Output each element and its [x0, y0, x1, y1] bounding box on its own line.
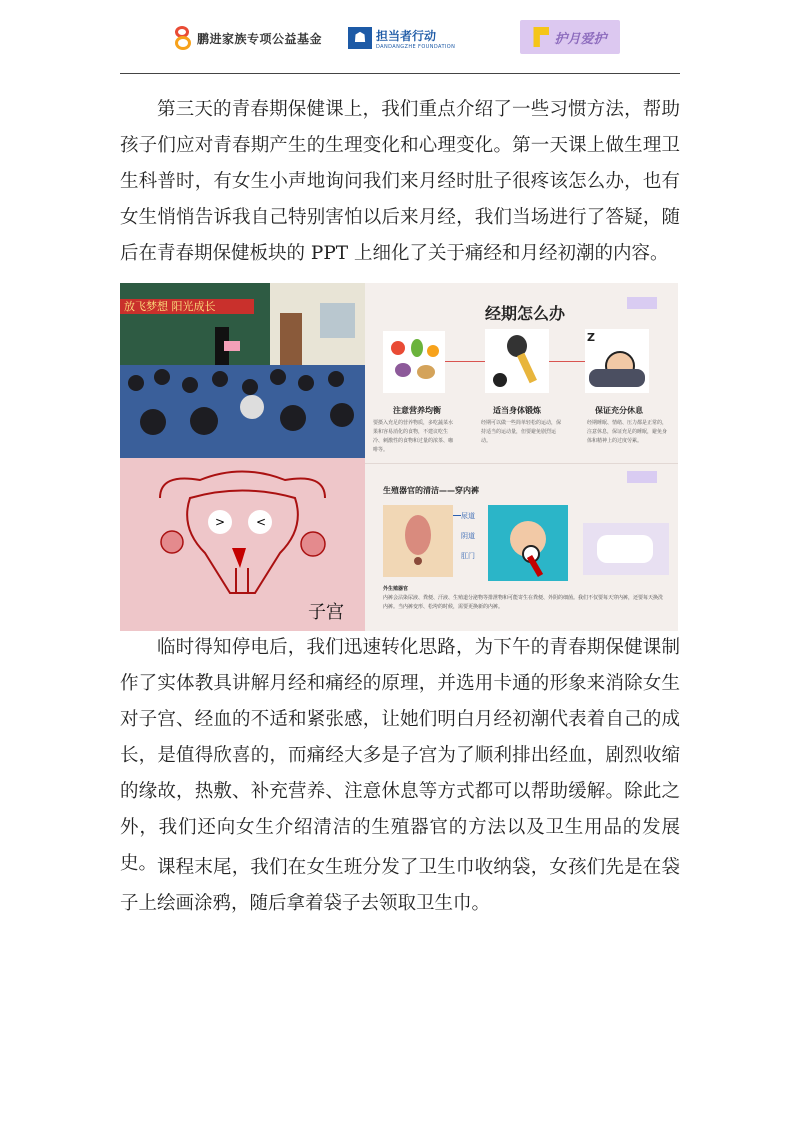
ppt-slide — [365, 283, 678, 631]
classroom-wall — [270, 283, 365, 365]
footer-text: 内裤会沾染尿液、粪便、汗液、生殖道分泌物等排泄物和可能寄生在粪便、外阴的细菌。我们不仅要每天穿内裤，还要每天换洗内裤。当内裤变形、松垮的时候，需要更换新的内裤。 — [383, 595, 664, 610]
huyue-logo-text: 护月爱护 — [554, 31, 607, 47]
food-icon — [383, 331, 445, 393]
svg-text:<: < — [256, 515, 267, 529]
section-title: 生殖器官的清洁——穿内裤 — [383, 486, 479, 495]
item-2-desc: 经期可以做一些简单轻松的运动，保持适当的运动量，但要避免剧烈运动。 — [481, 420, 562, 444]
sleeping-icon: Z — [585, 329, 649, 393]
classroom-banner: 放飞梦想 阳光成长 — [120, 299, 254, 314]
label-vagina: 阴道 — [461, 532, 475, 540]
label-urethra: 尿道 — [461, 512, 475, 520]
uterus-label: 子宫 — [308, 602, 344, 623]
label-anus: 肛门 — [461, 552, 475, 560]
huyue-logo-icon — [533, 27, 549, 47]
anatomy-illustration — [383, 505, 453, 577]
footer-title: 外生殖器官 — [383, 586, 409, 592]
classroom-photo — [120, 283, 365, 458]
paragraph-1: 第三天的青春期保健课上，我们重点介绍了一些习惯方法，帮助孩子们应对青春期产生的生理变化和心理变化。第一天课上做生理卫生科普时，有女生小声地询问我们来月经时肚子很疼该怎么办，也有女生悄悄告诉我自己特别害怕以后来月经，我们当场进行了答疑，随后在青春期保健板块的 PPT 上细化了关于痛经和月经初潮的内容。 — [120, 99, 680, 264]
svg-text:>: > — [215, 515, 226, 529]
hygiene-illustration — [488, 505, 568, 581]
item-2-caption: 适当身体锻炼 — [493, 406, 541, 415]
paragraph-2: 临时得知停电后，我们迅速转化思路，为下午的青春期保健课制作了实体教具讲解月经和痛经的原理，并选用卡通的形象来消除女生对子宫、经血的不适和紧张感，让她们明白月经初潮代表着自己的成长，是值得欣喜的，而痛经大多是子宫为了顺利排出经血，剧烈收缩的缘故，热敷、补充营养、注意休息等方式都可以帮助缓解。除此之外，我们还向女生介绍清洁的生殖器官的方法以及卫生用品的发展史。 — [120, 637, 680, 874]
dandangzhe-logo — [348, 22, 455, 54]
dandangzhe-logo-icon: ☗ — [348, 27, 372, 49]
dandangzhe-logo-subtext: DANDANGZHE FOUNDATION — [376, 43, 456, 50]
header-divider — [120, 73, 680, 74]
page-header — [120, 18, 680, 58]
runner-icon — [485, 329, 549, 393]
item-1-desc: 要摄入充足的营养物质，多吃蔬菜水果和容易消化的食物，不建议吃生冷、刺激性的食物和过量的浓茶、咖啡等。 — [373, 420, 454, 453]
pengjin-logo-text: 鹏进家族专项公益基金 — [197, 31, 323, 46]
slide-logo-icon-2 — [627, 471, 657, 483]
item-1-caption: 注意营养均衡 — [393, 406, 441, 415]
students — [120, 365, 365, 458]
slide-logo-icon — [627, 297, 657, 309]
item-3-desc: 经期睡眠、情绪、压力都是正常的，注意休息，保证充足的睡眠，避免身体和精神上的过度劳累。 — [587, 420, 668, 444]
underwear-photo — [583, 523, 669, 575]
slide-title: 经期怎么办 — [485, 304, 566, 323]
dandangzhe-logo-text: 担当者行动 — [376, 28, 437, 43]
item-3-caption: 保证充分休息 — [595, 406, 643, 415]
photo-collage — [120, 283, 678, 631]
slide-footer — [383, 585, 663, 612]
pengjin-logo-icon — [175, 26, 193, 50]
paragraph-3: 课程末尾，我们在女生班分发了卫生巾收纳袋，女孩们先是在袋子上绘画涂鸦，随后拿着袋子去领取卫生巾。 — [120, 857, 680, 914]
uterus-drawing — [120, 458, 365, 631]
huyue-logo — [520, 20, 620, 54]
pengjin-foundation-logo — [175, 22, 322, 54]
teacher-poster — [224, 341, 240, 351]
